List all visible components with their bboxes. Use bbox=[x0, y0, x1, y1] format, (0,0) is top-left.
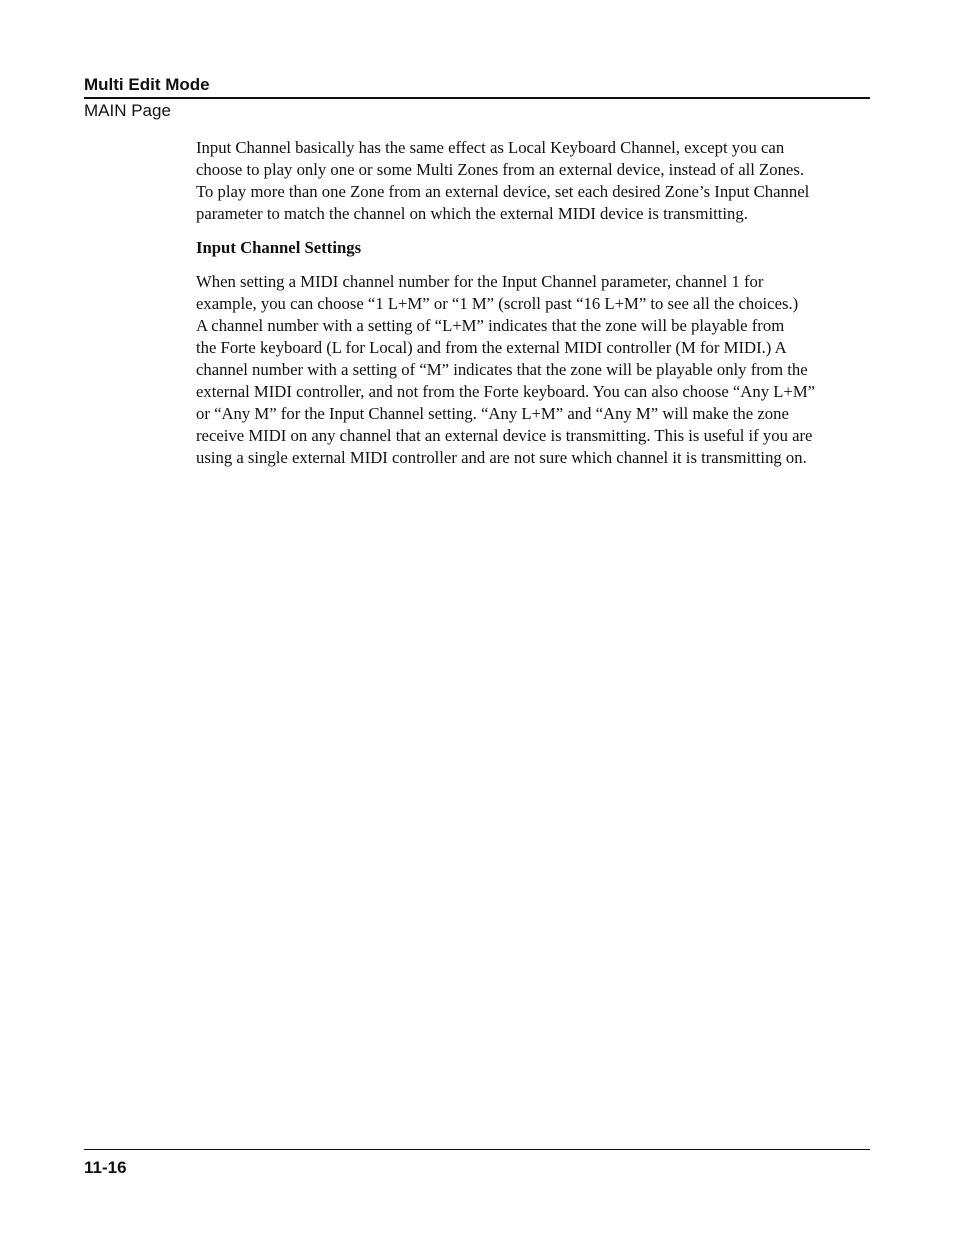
text-line: To play more than one Zone from an external device, set each desired Zone’s Input Channel bbox=[196, 182, 810, 201]
page-number: 11-16 bbox=[84, 1158, 127, 1177]
body-content bbox=[196, 137, 868, 469]
text-line: Input Channel basically has the same effect as Local Keyboard Channel, except you can bbox=[196, 138, 785, 157]
text-line: or “Any M” for the Input Channel setting. “Any L+M” and “Any M” will make the zone bbox=[196, 404, 789, 423]
section-subheading: Input Channel Settings bbox=[196, 238, 362, 257]
text-line: parameter to match the channel on which the external MIDI device is transmitting. bbox=[196, 204, 748, 223]
text-line: using a single external MIDI controller and are not sure which channel it is transmitting on. bbox=[196, 448, 807, 467]
text-line: When setting a MIDI channel number for the Input Channel parameter, channel 1 for bbox=[196, 272, 764, 291]
page-header-subtitle: MAIN Page bbox=[84, 101, 171, 120]
text-line: receive MIDI on any channel that an external device is transmitting. This is useful if you are bbox=[196, 426, 813, 445]
text-line: external MIDI controller, and not from the Forte keyboard. You can also choose “Any L+M” bbox=[196, 382, 816, 401]
text-line: A channel number with a setting of “L+M” indicates that the zone will be playable from bbox=[196, 316, 785, 335]
page-header-title: Multi Edit Mode bbox=[84, 75, 210, 94]
text-line: example, you can choose “1 L+M” or “1 M” (scroll past “16 L+M” to see all the choices.) bbox=[196, 294, 799, 313]
paragraph-input-channel-intro bbox=[196, 137, 868, 225]
text-line: channel number with a setting of “M” indicates that the zone will be playable only from the bbox=[196, 360, 808, 379]
footer-divider bbox=[84, 1149, 870, 1150]
text-line: the Forte keyboard (L for Local) and from the external MIDI controller (M for MIDI.) A bbox=[196, 338, 787, 357]
header-divider bbox=[84, 97, 870, 99]
paragraph-input-channel-settings bbox=[196, 271, 868, 469]
text-line: choose to play only one or some Multi Zones from an external device, instead of all Zones. bbox=[196, 160, 805, 179]
